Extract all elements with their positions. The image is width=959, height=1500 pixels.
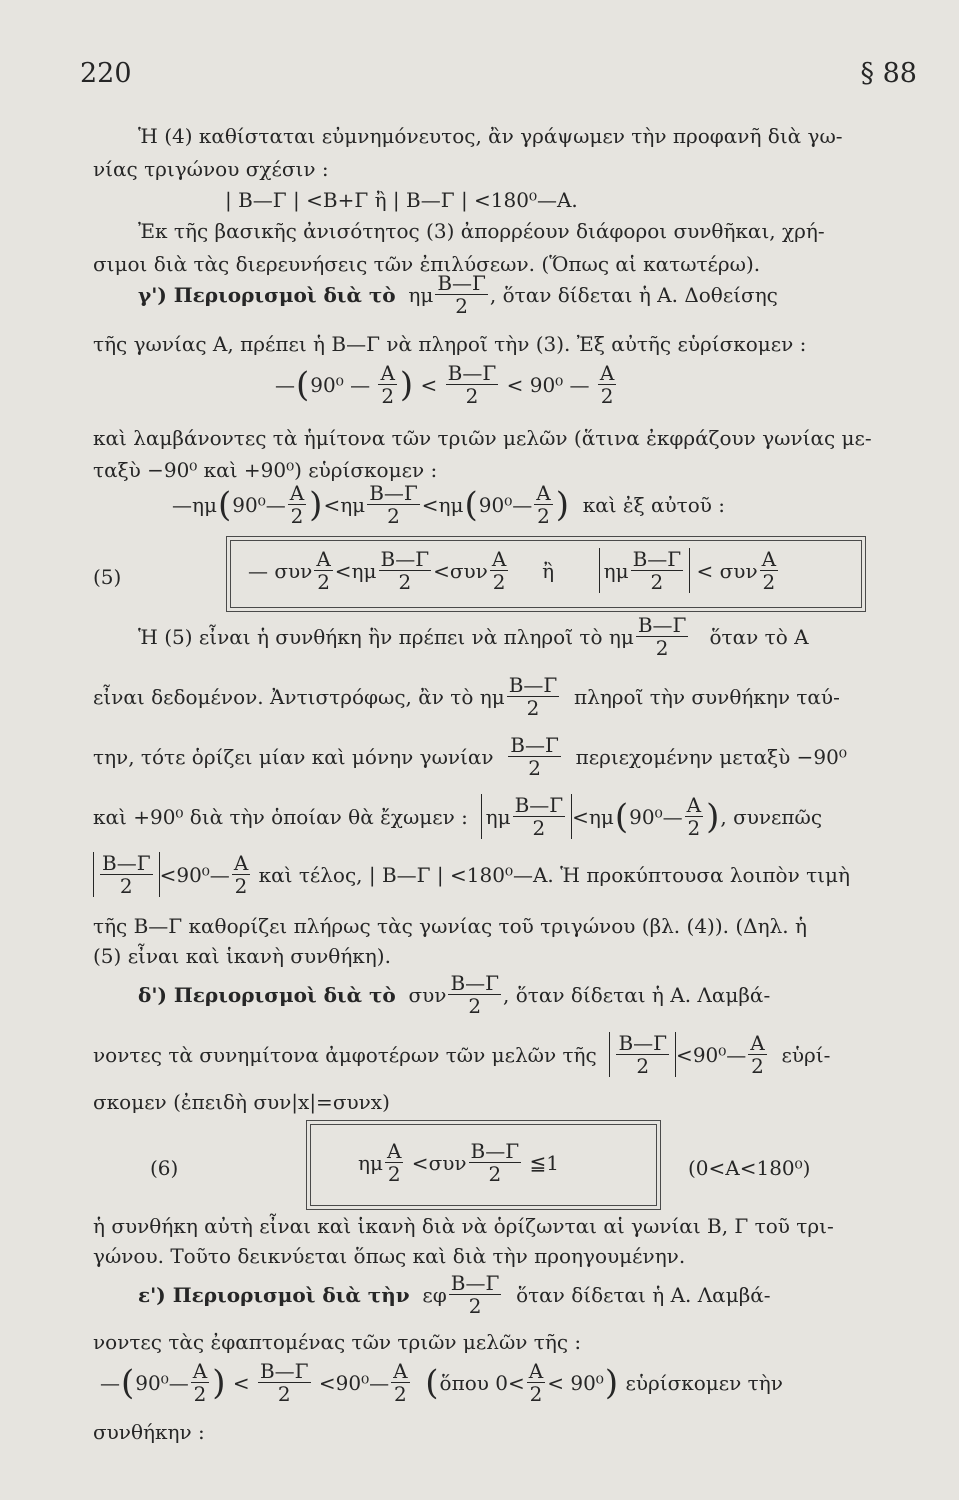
sine-inequality-line: —ημ ( 90⁰— $\frac{A}{2}$ ) < ημ $\frac{B—\Gamma}{2}$ < ημ ( 90⁰— $\frac{A}{2}$ ) καὶ ἐξ αὐτοῦ :	[172, 481, 726, 528]
text-line-math: εἶναι δεδομένον. Ἀντιστρόφως, ἂν τὸ ημ $\frac{B—\Gamma}{2}$ πληροῖ τὴν συνθήκην ταύ-	[93, 673, 840, 720]
text-line: τῆς γωνίας Α, πρέπει ἡ Β—Γ νὰ πληροῖ τὴν (3). Ἐξ αὐτῆς εὑρίσκομεν :	[93, 332, 807, 356]
equation-label-5: (5)	[93, 565, 122, 589]
text-line: νοντες τὰς ἐφαπτομένας τῶν τριῶν μελῶν τῆς :	[93, 1330, 582, 1354]
subsection-delta-heading: δ') Περιορισμοὶ διὰ τὸ συν $\frac{B—\Gamma}{2}$ , ὅταν δίδεται ἡ Α. Λαμβά-	[138, 971, 771, 1018]
section-number: § 88	[860, 58, 917, 89]
text-line: σκομεν (ἐπειδὴ συν|x|=συνx)	[93, 1090, 390, 1114]
text-line: ἡ συνθήκη αὐτὴ εἶναι καὶ ἱκανὴ διὰ νὰ ὁρίζωνται αἱ γωνίαι Β, Γ τοῦ τρι-	[93, 1214, 834, 1238]
subsection-gamma-heading: γ') Περιορισμοὶ διὰ τὸ ημ $\frac{B—\Gamma}{2}$ , ὅταν δίδεται ἡ Α. Δοθείσης	[138, 271, 778, 318]
text-line-math: νοντες τὰ συνημίτονα ἀμφοτέρων τῶν μελῶν τῆς $\frac{B—\Gamma}{2}$ < 90⁰— $\frac{A}{2}$ εὑρί-	[93, 1031, 831, 1078]
text-line-math: $\frac{B—\Gamma}{2}$ < 90⁰— $\frac{A}{2}$ καὶ τέλος, | Β—Γ | <180⁰—Α. Ἡ προκύπτουσα λοιπὸν τιμὴ	[93, 852, 850, 897]
text-line-math: Ἡ (5) εἶναι ἡ συνθήκη ἣν πρέπει νὰ πληροῖ τὸ ημ $\frac{B—\Gamma}{2}$ ὅταν τὸ Α	[138, 613, 809, 660]
text-line: καὶ λαμβάνοντες τὰ ἡμίτονα τῶν τριῶν μελῶν (ἅτινα ἐκφράζουν γωνίας με-	[93, 426, 872, 450]
boxed-equation-5: — συν $\frac{A}{2}$ < ημ $\frac{B—\Gamma}{2}$ < συν $\frac{A}{2}$ ἢ ημ $\frac{B—\Gamma}{2}$ < συν $\frac{A}{2}$	[248, 547, 777, 594]
equation-label-6: (6)	[150, 1156, 179, 1180]
tangent-inequality-line: — ( 90⁰— $\frac{A}{2}$ ) < $\frac{B—\Gamma}{2}$ < 90⁰— $\frac{A}{2}$ ( ὅπου 0< $\frac{A}{2}$ < 90⁰ ) εὑρίσκομεν τὴν	[100, 1359, 783, 1406]
text-line-math: την, τότε ὁρίζει μίαν καὶ μόνην γωνίαν $\frac{B—\Gamma}{2}$ περιεχομένην μεταξὺ −90⁰	[93, 733, 847, 780]
text-line: νίας τριγώνου σχέσιν :	[93, 157, 329, 181]
text-line: ταξὺ −90⁰ καὶ +90⁰) εὑρίσκομεν :	[93, 458, 438, 482]
equation-6-condition: (0<Α<180⁰)	[688, 1156, 811, 1180]
relation-line: | Β—Γ | <Β+Γ ἢ | Β—Γ | <180⁰—Α.	[225, 188, 578, 212]
text-line: Ἡ (4) καθίσταται εὐμνημόνευτος, ἂν γράψωμεν τὴν προφανῆ διὰ γω-	[138, 124, 843, 148]
inequality-line: — ( 90⁰ — $\frac{A}{2}$ ) < $\frac{B—\Gamma}{2}$ < 90⁰ — $\frac{A}{2}$	[275, 361, 615, 408]
text-line: συνθήκην :	[93, 1420, 205, 1444]
text-line: σιμοι διὰ τὰς διερευνήσεις τῶν ἐπιλύσεων. (Ὅπως αἱ κατωτέρω).	[93, 252, 761, 276]
page-number: 220	[80, 58, 132, 89]
subsection-epsilon-heading: ε') Περιορισμοὶ διὰ τὴν εφ $\frac{B—\Gamma}{2}$ ὅταν δίδεται ἡ Α. Λαμβά-	[138, 1271, 771, 1318]
text-line: (5) εἶναι καὶ ἱκανὴ συνθήκη).	[93, 944, 391, 968]
text-line: τῆς Β—Γ καθορίζει πλήρως τὰς γωνίας τοῦ τριγώνου (βλ. (4)). (Δηλ. ἡ	[93, 914, 807, 938]
text-line: Ἐκ τῆς βασικῆς ἀνισότητος (3) ἀπορρέουν διάφοροι συνθῆκαι, χρή-	[138, 219, 825, 243]
boxed-equation-6: ημ $\frac{A}{2}$ < συν $\frac{B—\Gamma}{2}$ ≦ 1	[358, 1139, 559, 1186]
text-line: γώνου. Τοῦτο δεικνύεται ὅπως καὶ διὰ τὴν προηγουμένην.	[93, 1244, 686, 1268]
text-line-math: καὶ +90⁰ διὰ τὴν ὁποίαν θὰ ἔχωμεν : ημ $\frac{B—\Gamma}{2}$ < ημ ( 90⁰— $\frac{A}{2}$ ) , συνεπῶς	[93, 793, 823, 840]
